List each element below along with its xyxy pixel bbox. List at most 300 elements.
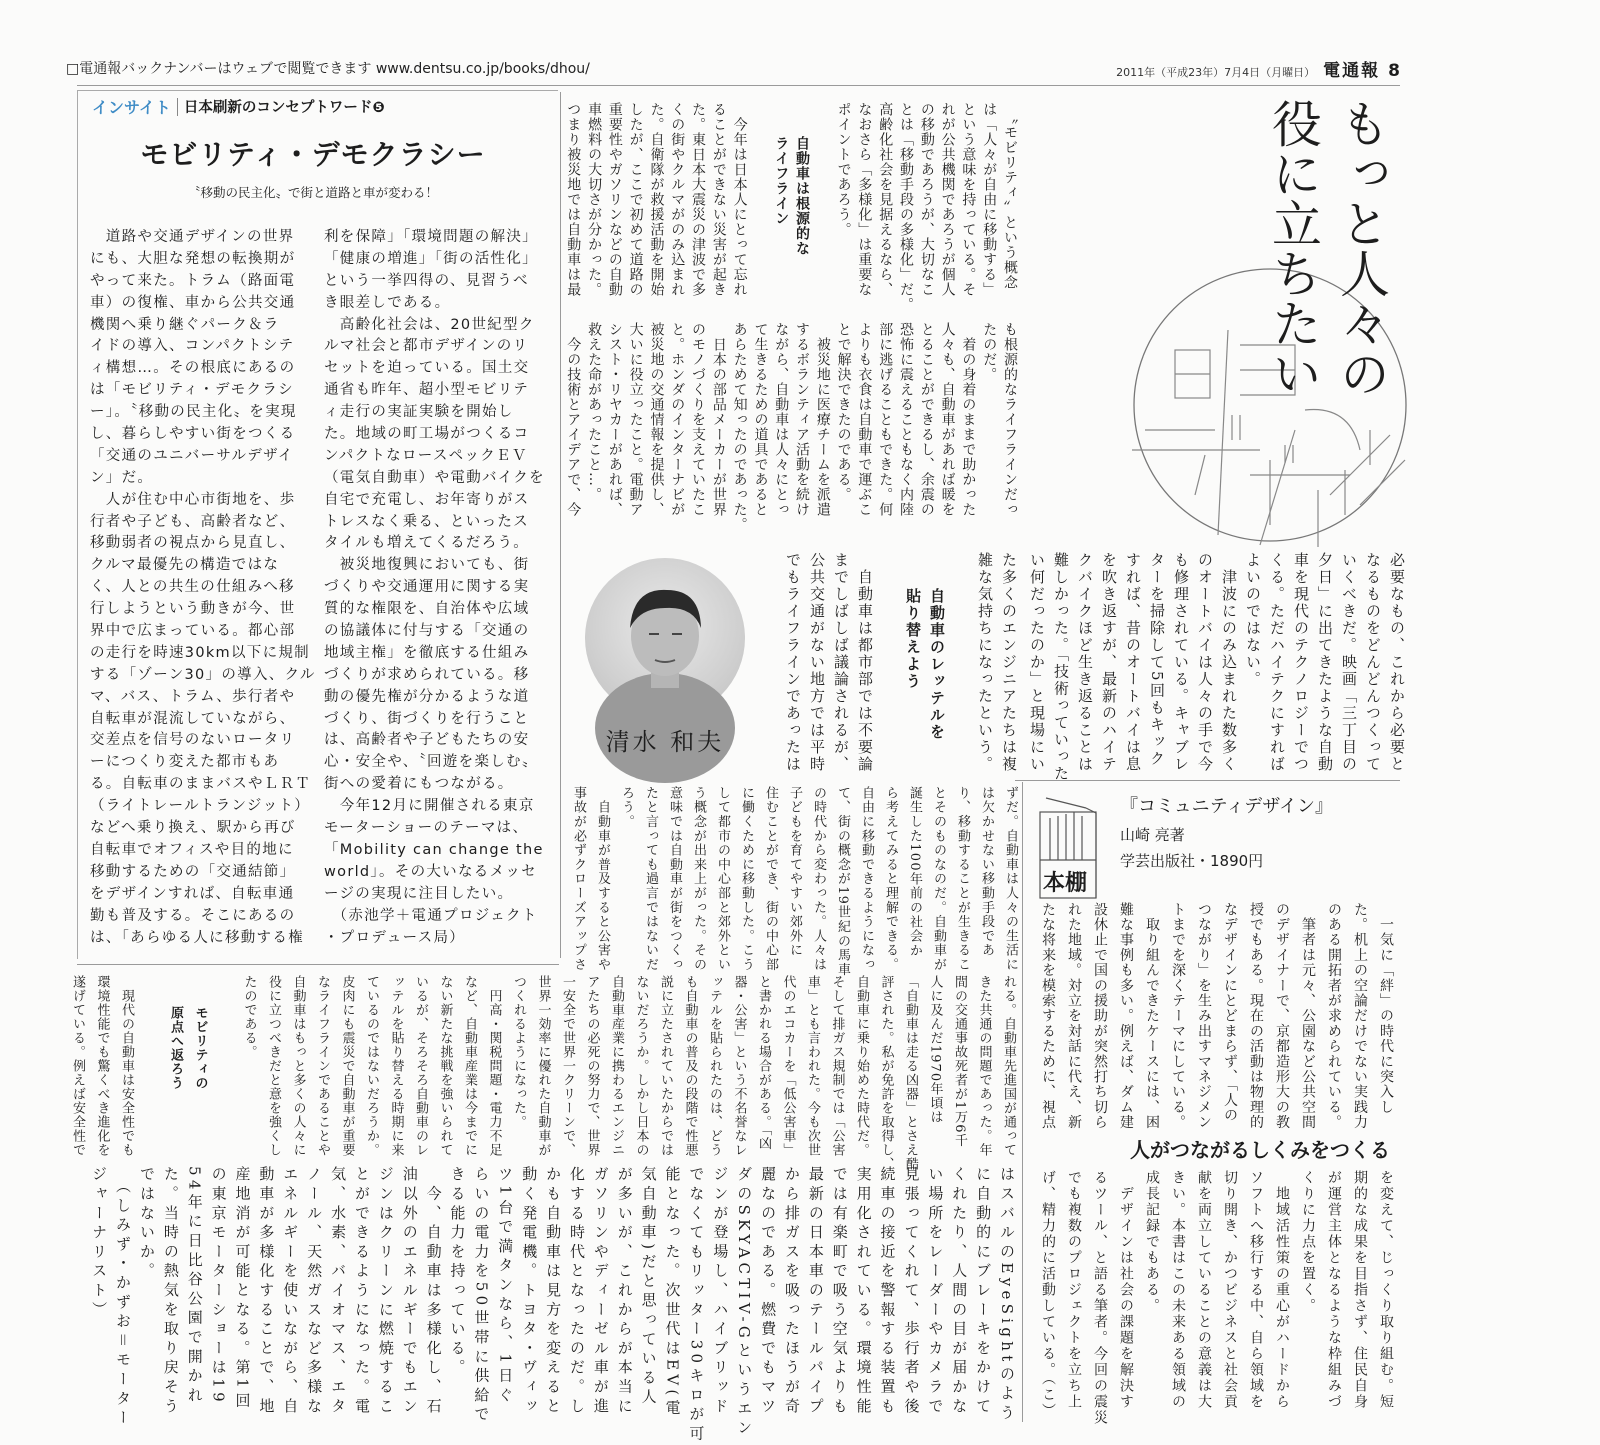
text-column: とで解決できたのである。	[835, 322, 852, 502]
text-line: 移動するための「交通結節」	[90, 863, 296, 880]
text-column: ないだろうか。しかし日本の	[633, 975, 649, 1157]
text-line: 被災地復興においても、街	[324, 557, 530, 574]
text-column: 産地消が可能となる。第1回	[233, 1166, 252, 1412]
text-line: 自転車でオフィスや目的地に	[90, 841, 294, 858]
text-column: 気、水素、バイオマス、エタ	[329, 1166, 348, 1417]
text-line: づくりや交通運用に関する実	[324, 579, 530, 596]
column-heading: 自動車は根源的な	[794, 135, 811, 256]
text-column: でなくてもリッター30キロが可	[687, 1166, 706, 1445]
text-line: 利を保障」「環境問題の解決」	[324, 229, 538, 245]
text-column: よりも衣食は自動車で運ぶこ	[856, 322, 873, 517]
series-title: 日本刷新のコンセプトワード❺	[183, 100, 385, 116]
text-line: ー」。〝移動の民主化〟を実現	[90, 404, 297, 421]
text-column: 動く発電機。トヨタ・ヴィッ	[520, 1166, 539, 1417]
text-column: 部に逃げることもできた。何	[877, 322, 894, 517]
text-line: する「ゾーン30」の導入、クル	[90, 666, 316, 683]
text-column: とは「移動手段の多様化」だ。	[898, 102, 915, 312]
text-column: 公共交通がない地方では平時	[808, 552, 826, 773]
text-line: 「健康の増進」「街の活性化」	[324, 250, 538, 267]
text-column: 自由に移動できるようになっ	[859, 786, 874, 972]
text-column: は「人々が自由に移動する」	[981, 102, 998, 297]
text-column: も修理されている。キャブレ	[1172, 552, 1190, 773]
text-column: よいのではない。	[1244, 552, 1262, 688]
text-column: のモノづくりを支えていたこ	[690, 322, 707, 517]
text-column: とそのものなのだ。自動車が	[931, 786, 946, 972]
text-line: は、高齢者や子どもたちの安	[324, 732, 530, 749]
column-heading: モビリティの	[192, 1006, 208, 1091]
text-line: ルマ社会と都市デザインのリ	[324, 338, 529, 355]
text-line: は「モビリティ・デモクラシ	[90, 382, 294, 399]
text-column: が運営主体となるような枠組みづ	[1326, 1170, 1342, 1410]
text-column: 化する時代となったのだ。し	[567, 1166, 586, 1417]
text-column: るツール、と語る筆者。今回の震災	[1092, 1170, 1108, 1426]
text-line: などへ乗り換え、駅から再び	[90, 820, 296, 837]
text-column: 一気に「絆」の時代に突入し	[1378, 902, 1394, 1115]
text-column: 実用化されている。環境性能	[854, 1166, 873, 1417]
column-heading: 原点へ返ろう	[168, 1006, 183, 1091]
text-column: いるが、そろそろ自動車のレ	[413, 975, 428, 1157]
text-column: と書かれる場合がある。「凶	[756, 975, 771, 1151]
author-portrait-icon	[585, 558, 745, 718]
text-column: 能となった。次世代はEV(電	[663, 1166, 682, 1419]
bookshelf-divider	[1022, 782, 1023, 1422]
text-column: 54年に日比谷公園で開かれ	[185, 1166, 204, 1406]
text-line: 自宅で充電し、お年寄りがス	[324, 491, 530, 508]
text-line: （赤池学＋電通プロジェクト	[324, 907, 538, 924]
text-column: 自動車はもっと多くの人々に	[290, 975, 306, 1157]
text-column: きた共通の問題であった。年	[976, 975, 992, 1157]
text-column: たと言っても過言ではないだ	[643, 786, 658, 972]
text-column: いくべきだ。映画「三丁目の	[1340, 552, 1358, 773]
text-column: あらためて知ったのであった。	[731, 322, 748, 532]
text-column: 筆者は元々、公園など公共空間	[1300, 902, 1316, 1130]
text-line: 「Mobility can change the	[324, 841, 544, 858]
text-column: 自動車に乗り始めた時代だ。	[854, 975, 869, 1157]
text-column: なるものをどんどんつくって	[1364, 552, 1382, 773]
text-column: するボランティア活動を続け	[794, 322, 811, 517]
text-column: ッテルを貼られたのは、どう	[707, 975, 722, 1157]
text-column: 人々も、自動車があれば暖を	[939, 322, 956, 517]
text-column: （しみず・かずお＝モーター	[114, 1166, 133, 1429]
text-column: 評された。私が免許を取得し、	[878, 975, 894, 1171]
text-line: ・プロデュース局）	[324, 929, 466, 946]
text-column: 環境性能でも驚くべき進化を	[94, 975, 110, 1157]
text-column: は欠かせない移動手段であ	[979, 786, 994, 958]
text-column: の東京モーターショーは19	[209, 1166, 228, 1406]
text-column: う概念が出来上がった。その	[691, 786, 706, 972]
text-line: 動の優先権が分かるような道	[324, 688, 530, 705]
text-column: て、街の概念が19世紀の馬車	[835, 786, 850, 977]
text-column: ガソリンやディーゼル車が進	[591, 1166, 610, 1417]
book-review-heading: 人がつながるしくみをつくる	[1130, 1138, 1390, 1162]
text-column: 津波にのみ込まれた数多く	[1220, 552, 1238, 773]
text-line: 車）の復権、車から公共交通	[90, 294, 296, 311]
text-line: 行しようという動きが今、世	[90, 601, 296, 618]
text-column: 役に立つべきだと意を強くし	[266, 975, 281, 1157]
text-line: し、暮らしやすい街をつくる	[90, 426, 296, 443]
text-column: ジンが登場し、ハイブリッド	[711, 1166, 730, 1417]
text-column: 難しかった。「技術っていった	[1052, 552, 1070, 783]
text-line: をデザインすれば、自転車通	[90, 885, 295, 902]
column-heading: 自動車のレッテルを	[928, 588, 946, 741]
text-line: 自転車が混流していながら、	[90, 710, 296, 727]
text-column: ではないか。	[137, 1166, 156, 1282]
text-line: 心・安全や、〝回遊を楽しむ〟	[324, 754, 538, 771]
text-column: と。ホンダのインターナビが	[669, 322, 686, 517]
text-column: ノール、天然ガスなど多様な	[305, 1166, 324, 1417]
section-rule	[77, 964, 559, 965]
article-subtitle: 〝移動の民主化〟で街と道路と車が変わる！	[187, 185, 438, 200]
column-text-middle-left	[780, 552, 1020, 774]
text-column: 地域活性策の重心がハードから	[1274, 1170, 1290, 1410]
text-line: 人が住む中心市街地を、歩	[90, 491, 296, 508]
text-column: のある開拓者が求められている。	[1326, 902, 1342, 1130]
text-column: など、自動車産業は今までに	[462, 975, 477, 1157]
text-column: でも複数のプロジェクトを立ち上	[1066, 1170, 1082, 1410]
text-column: 成長記録でもある。	[1144, 1170, 1160, 1314]
text-column: はスバルのEyeSightのよう	[998, 1166, 1016, 1424]
column-text-bottom-2	[85, 1166, 1018, 1445]
text-column: 難な事例も多い。例えば、ダム建	[1118, 902, 1134, 1130]
text-column: 最新の日本車のテールパイプ	[806, 1166, 825, 1417]
column-heading: ライフライン	[773, 135, 790, 226]
text-line: ィ構想…。その根底にあるの	[90, 360, 296, 377]
text-column: ずだ。自動車は人々の生活に	[1003, 786, 1018, 972]
text-column: 重要性やガソリンなどの自動	[606, 102, 623, 297]
bookshelf-rule	[1015, 780, 1400, 781]
text-line: ーにつくり変えた都市もあ	[90, 754, 280, 771]
text-column: い場所をレーダーやカメラで	[926, 1166, 945, 1417]
author-name: 清水 和夫	[605, 728, 725, 756]
text-column: 大いに役立ったこと。電動ア	[627, 322, 644, 517]
text-column: でもライフラインであったは	[784, 552, 802, 773]
text-column: きる能力を持っている。	[448, 1166, 467, 1379]
text-line: 界中で広まっている。都心部	[90, 623, 296, 640]
text-column: 日本の部品メーカーが世界	[710, 322, 727, 517]
text-column: ソフトへ移行する中、自ら領域を	[1248, 1170, 1264, 1410]
insight-tag: インサイト	[92, 98, 171, 117]
text-column: 子どもを育てやすい郊外に	[787, 786, 802, 958]
text-column: れが公共機関であろうが個人	[939, 102, 956, 297]
text-column: 人に及んだ1970年頃は	[927, 975, 943, 1125]
text-column: も自動車の普及の段階で性悪	[682, 975, 698, 1157]
text-column: 救えた命があったこと…。	[586, 322, 603, 502]
author-photo	[585, 558, 745, 718]
text-column	[876, 552, 900, 774]
column-text-upper-2	[562, 322, 1020, 534]
text-column: 取り組んできたケースには、困	[1144, 902, 1160, 1130]
title-line: 役に立ちたい	[1264, 98, 1322, 398]
text-column: ダのSKYACTIV-Gというエン	[735, 1166, 754, 1439]
text-column: たのだ。	[981, 322, 998, 382]
text-column: ターを掃除して5回もキック	[1148, 552, 1166, 768]
text-column: デザインは社会の課題を解決す	[1118, 1170, 1134, 1410]
insight-article	[77, 90, 558, 959]
text-line: 道路や交通デザインの世界	[90, 229, 295, 245]
text-column	[812, 102, 833, 314]
text-column: すれば、昔のオートバイは息	[1124, 552, 1142, 773]
article-column-left	[90, 227, 318, 949]
text-column: 一安全で世界一クリーンで、	[560, 975, 575, 1157]
text-column: という意味を持っている。そ	[960, 102, 977, 297]
text-column: なデザインにとどまらず、「人の	[1222, 902, 1238, 1123]
text-column: 着の身着のままで助かった	[960, 322, 977, 517]
text-column	[136, 975, 161, 1163]
text-column: では有楽町で吸う空気よりも	[830, 1166, 849, 1417]
text-column: なおさら「多様化」は重要な	[856, 102, 873, 297]
text-column: に自動的にブレーキをかけて	[974, 1166, 993, 1417]
text-column: なライフラインであることや	[315, 975, 330, 1157]
header-rule	[77, 85, 1400, 86]
text-line: 質的な権限を、自治体や広域	[324, 601, 530, 618]
text-column: くりに力点を置く。	[1300, 1170, 1316, 1314]
text-line: 高齢化社会は、20世紀型ク	[324, 316, 535, 333]
text-line: やって来た。トラム（路面電	[90, 272, 296, 289]
issue-date: 2011年（平成23年）7月4日（月曜日）	[1116, 66, 1316, 79]
text-line: という一挙四得の、見習うべ	[324, 272, 529, 289]
text-column: 期的な成果を目指さず、住民自身	[1352, 1170, 1368, 1410]
text-column: ながら、自動車は人々にとっ	[773, 322, 790, 517]
text-column: 被災地の交通情報を提供し、	[648, 322, 665, 517]
text-line: く、人との共生の仕組みへ移	[90, 579, 295, 596]
text-column: 授でもある。現在の活動は物理的	[1248, 902, 1264, 1130]
column-text-upper-1	[562, 102, 1020, 314]
text-line: （電気自動車）や電動バイクを	[324, 469, 545, 486]
text-column: エネルギーを使いながら、自	[281, 1166, 300, 1417]
text-column: ッテルを貼り替える時期に来	[388, 975, 404, 1157]
text-column: た多くのエンジニアたちは複	[1000, 552, 1018, 773]
text-column: た。東日本大震災の津波で多	[690, 102, 707, 297]
bookshelf-icon	[1036, 788, 1106, 900]
text-line: ンパクトなロースペックＥＶ	[324, 447, 528, 464]
text-column: までしばしば議論されるが、	[832, 552, 850, 773]
text-column: れる。自動車先進国が通って	[1001, 975, 1016, 1157]
text-line: マ、バス、トラム、歩行者や	[90, 688, 296, 705]
text-line: 交差点を信号のないロータリ	[90, 732, 296, 749]
text-column: 「自動車は走る凶器」とさえ酷	[903, 975, 918, 1171]
text-column: 続車の接近を警報する装置も	[878, 1166, 897, 1417]
text-column: の移動であろうが、大切なこ	[918, 102, 935, 297]
text-line: づくり、街づくりを行うこと	[324, 710, 530, 727]
text-line: イドの導入、コンパクトシテ	[90, 338, 295, 355]
column-text-middle-lower	[564, 786, 1020, 977]
text-column: 車を現代のテクノロジーでつ	[1292, 552, 1310, 773]
text-column: 今年は日本人にとって忘れ	[731, 102, 748, 297]
paper-name: 電通報	[1323, 61, 1381, 81]
text-column: 被災地に医療チームを派遣	[814, 322, 831, 517]
column-heading: 貼り替えよう	[904, 588, 922, 690]
text-column: た。当時の熱気を取り戻そう	[161, 1166, 180, 1417]
text-line: づくりが求められている。移	[324, 666, 530, 683]
text-line: 地域主権」を徹底する仕組み	[324, 644, 530, 661]
text-column	[210, 975, 235, 1163]
text-line: ージの実現に注目したい。	[324, 885, 514, 902]
text-line: 移動弱者の視点から見直し、	[90, 535, 296, 552]
text-column	[948, 552, 972, 774]
column-title	[1259, 98, 1395, 398]
text-column: たのである。	[241, 975, 257, 1059]
text-column: ろう。	[619, 786, 634, 829]
text-column: そして排ガス規制では「公害	[829, 975, 845, 1157]
bookshelf-label: 本棚	[1043, 871, 1088, 896]
text-column: ジャーナリスト）	[90, 1166, 109, 1321]
backnumber-notice: □電通報バックナンバーはウェブで閲覧できます www.dentsu.co.jp/books/dhou/	[66, 61, 590, 77]
text-column: ポイントであろう。	[835, 102, 852, 237]
text-column: を変えて、じっくり取り組む。短	[1378, 1170, 1394, 1410]
text-column: 円高・関税問題・電力不足	[486, 975, 502, 1157]
column-divider	[560, 92, 561, 958]
text-column: を吹き返すが、最新のハイテ	[1100, 552, 1118, 773]
text-column: 今の技術とアイデアで、今	[565, 322, 582, 517]
text-line: る。自転車のままバスやＬＲＴ	[90, 776, 312, 793]
text-column: 意味では自動車が街をつくっ	[667, 786, 682, 972]
text-column: つながり」を生み出すマネジメン	[1196, 902, 1212, 1130]
text-column: たな将来を模索するために、視点	[1040, 902, 1056, 1130]
text-column: 現代の自動車は安全性でも	[119, 975, 134, 1157]
text-line: 行者や子ども、高齢者など、	[90, 513, 296, 530]
text-line: セットを迫っている。国土交	[324, 360, 530, 377]
text-line: 今年12月に開催される東京	[324, 798, 535, 815]
text-line: クルマ最優先の構造ではな	[90, 557, 280, 574]
text-column: に働くために移動した。こう	[739, 786, 754, 972]
text-column: くる。ただハイテクにすれば	[1268, 552, 1286, 773]
text-line: 「交通のユニバーサルデザイ	[90, 447, 294, 464]
text-column: 間の交通事故死者が1万6千	[952, 975, 967, 1148]
text-column: 遂げている。例えば安全性で	[70, 975, 85, 1157]
text-column: ジンはクリーンに燃焼するこ	[376, 1166, 395, 1417]
text-line: 通省も昨年、超小型モビリテ	[324, 382, 530, 399]
text-line: の協議体に付与する「交通の	[324, 623, 530, 640]
text-column	[750, 102, 771, 314]
text-column: つくれるようになった。	[511, 975, 526, 1129]
text-line: ィ走行の実証実験を開始し	[324, 404, 514, 421]
text-column: 事故が必ずクローズアップさ	[571, 786, 586, 972]
text-column: 器・公害」という不名誉なレ	[731, 975, 747, 1157]
text-column: ない新たな挑戦を強いられて	[437, 975, 453, 1157]
text-column: ることができない災害が起き	[710, 102, 727, 297]
text-column: きい。本書はこの未来ある領域の	[1170, 1170, 1186, 1410]
text-column: の時代から変わった。人々は	[811, 786, 826, 972]
text-column: 〝モビリティ〟という概念	[1002, 102, 1018, 290]
text-line: の走行を時速30km以下に規制	[90, 644, 310, 661]
text-column: 今、自動車は多様化し、石	[424, 1166, 443, 1417]
text-column: ているのではないだろうか。	[364, 975, 379, 1157]
text-line: タイルも増えてくるだろう。	[324, 535, 530, 552]
text-column: れた地域。対立を対話に代え、新	[1066, 902, 1082, 1130]
text-column: シスト・リヤカーがあれば、	[606, 322, 623, 517]
text-column: た。自衛隊が救援活動を開始	[648, 102, 665, 297]
text-column: も根源的なライフラインだっ	[1002, 322, 1018, 517]
article-title: モビリティ・デモクラシー	[140, 138, 486, 171]
text-column: つまり被災地では自動車は最	[565, 102, 582, 297]
divider	[177, 98, 178, 116]
text-column: のデザイナーで、京都造形大の教	[1274, 902, 1290, 1130]
text-column: 説に立たされていたからでは	[658, 975, 673, 1157]
text-line: ン」だ。	[90, 469, 154, 486]
text-line: モーターショーのテーマは、	[324, 820, 529, 837]
text-column: 車燃料の大切さが分かった。	[586, 102, 603, 297]
text-column: くの街やクルマがのみ込まれ	[669, 102, 686, 297]
text-column: 自動車は都市部では不要論	[856, 552, 874, 773]
text-column: が多いが、これからが本当に	[615, 1166, 634, 1417]
text-column: 必要なもの、これから必要と	[1388, 552, 1406, 773]
book-review-text-2	[1030, 1170, 1396, 1428]
text-line: world」。その大いなるメッセ	[324, 863, 537, 880]
text-column: クバイクほど生き返ることは	[1076, 552, 1094, 773]
article-column-right	[324, 227, 552, 949]
text-column: のオートバイは人々の手で今	[1196, 552, 1214, 773]
text-column: 誕生した100年前の社会か	[907, 786, 922, 958]
text-column: て生きるための道具であると	[752, 322, 769, 517]
text-column: 恐怖に震えることもなく内陸	[898, 322, 915, 517]
title-line: もっと人々の	[1332, 98, 1390, 398]
text-column: 麗なのである。燃費でもマツ	[759, 1166, 778, 1417]
text-column: 車」とも言われた。今も次世	[805, 975, 820, 1157]
book-author: 山崎 亮著	[1120, 826, 1185, 844]
text-line: トレスなく乗る、といったス	[324, 513, 529, 530]
text-line: （ライトレールトランジット）	[90, 798, 311, 815]
text-column: 雑な気持ちになったという。	[976, 552, 994, 773]
article-kicker	[92, 95, 385, 118]
text-column: 皮肉にも震災で自動車が重要	[339, 975, 355, 1157]
text-column: 世界一効率に優れた自動車が	[535, 975, 551, 1157]
text-column: とることができるし、余震の	[918, 322, 935, 517]
text-column: 動車が多様化することで、地	[257, 1166, 276, 1417]
text-line: 勤も普及する。そこにあるの	[90, 907, 296, 924]
text-column: 設休止で国の援助が突然打ち切ら	[1092, 902, 1108, 1130]
page-number: 8	[1388, 61, 1400, 81]
text-column: くれたり、人間の目が届かな	[950, 1166, 969, 1417]
column-text-bottom-1	[70, 975, 1018, 1171]
text-column: ら考えてみると理解できる。	[883, 786, 898, 972]
text-line: 街への愛着にもつながる。	[324, 776, 514, 793]
text-column: らいの電力を50世帯に供給で	[472, 1166, 491, 1426]
column-text-middle-right	[1024, 552, 1408, 783]
book-publisher-price: 学芸出版社・1890円	[1120, 852, 1264, 870]
text-line: 機関へ乗り継ぐパーク＆ラ	[90, 316, 280, 333]
text-column: 見張ってくれて、歩行者や後	[902, 1166, 921, 1417]
text-column: 代のエコカーを「低公害車」	[780, 975, 796, 1157]
text-column: 高齢化社会を見据えるなら、	[877, 102, 894, 297]
text-column: 夕日」に出てきたような自動	[1316, 552, 1334, 773]
text-column: げ、精力的に活動している。（こ）	[1040, 1170, 1056, 1419]
text-column: 切り開き、かつビジネスと社会貢	[1222, 1170, 1238, 1410]
text-column: して都市の中心部と郊外とい	[715, 786, 730, 972]
text-column: とができるようになった。電	[352, 1166, 371, 1417]
text-column: た。机上の空論だけでない実践力	[1352, 902, 1368, 1130]
text-column: り、移動することが生きるこ	[955, 786, 970, 972]
masthead	[1116, 56, 1400, 81]
text-column: かも自動車は見方を変えると	[544, 1166, 563, 1417]
book-review-text-1	[1030, 902, 1396, 1130]
text-column: 住むことができ、街の中心部	[763, 786, 778, 972]
text-column: い何だったのか」と現場にい	[1028, 552, 1046, 773]
text-column: したが、ここで初めて道路の	[627, 102, 644, 297]
text-column: から排ガスを吸ったほうが奇	[782, 1166, 801, 1417]
book-title: 『コミュニティデザイン』	[1120, 796, 1333, 817]
text-line: き眼差しである。	[324, 294, 451, 311]
text-line: にも、大胆な発想の転換期が	[90, 250, 296, 267]
text-line: は、「あらゆる人に移動する権	[90, 929, 304, 946]
text-column: トまでを深くテーマにしている。	[1170, 902, 1186, 1130]
text-column: 気自動車)だと思っている人	[639, 1166, 658, 1408]
text-column: 油以外のエネルギーでもエン	[400, 1166, 419, 1417]
text-line: た。地域の町工場がつくるコ	[324, 426, 530, 443]
text-column: ツ1台で満タンなら、1日ぐ	[496, 1166, 515, 1406]
text-column: アたちの必死の努力で、世界	[584, 975, 600, 1157]
text-column: 献を両立していることの意義は大	[1196, 1170, 1212, 1410]
text-column: 自動車が普及すると公害や	[595, 786, 610, 972]
